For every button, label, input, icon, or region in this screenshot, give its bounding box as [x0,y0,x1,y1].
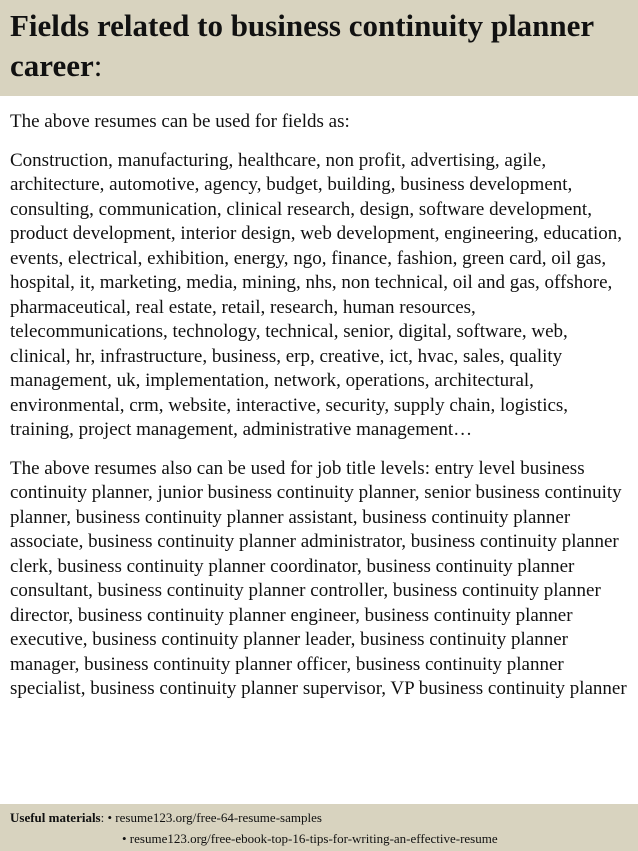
footer-separator: : [100,810,108,825]
page-title-text: Fields related to business continuity planner career [10,8,594,83]
intro-text: The above resumes can be used for fields as: [10,111,350,132]
page-title [10,6,628,86]
footer-label: Useful materials [10,810,101,825]
footer-bar [0,804,638,851]
page-title-colon: : [93,48,103,83]
job-levels-text: The above resumes also can be used for job title levels: entry level business continuity planner, junior business continuity planner, senior business continuity planner, business continuity planner assistant, business continuity planner associate, business continuity planner administrator, business continuity planner clerk, business continuity planner coordinator, business continuity planner consultant, business continuity planner controller, business continuity planner director, business continuity planner engineer, business continuity planner executive, business continuity planner leader, business continuity planner manager, business continuity planner officer, business continuity planner specialist, business continuity planner supervisor, VP business continuity planner [10,457,627,699]
footer-link-2[interactable]: • resume123.org/free-ebook-top-16-tips-for-writing-an-effective-resume [122,831,498,846]
title-bar [0,0,638,96]
fields-list: Construction, manufacturing, healthcare, non profit, advertising, agile, architecture, automotive, agency, budget, building, business development, consulting, communication, clinical research, design, software development, product development, interior design, web development, engineering, education, events, electrical, exhibition, energy, ngo, finance, fashion, green card, oil gas, hospital, it, marketing, media, mining, nhs, non technical, oil and gas, offshore, pharmaceutical, real estate, retail, research, human resources, telecommunications, technology, technical, senior, digital, software, web, clinical, hr, infrastructure, business, erp, creative, ict, hvac, sales, quality management, uk, implementation, network, operations, architectural, environmental, crm, website, interactive, security, supply chain, logistics, training, project management, administrative management… [10,149,623,440]
footer-line-1 [10,807,638,828]
main-content [10,110,632,752]
footer-link-1[interactable]: • resume123.org/free-64-resume-samples [107,810,322,825]
footer-line-2 [10,828,638,849]
